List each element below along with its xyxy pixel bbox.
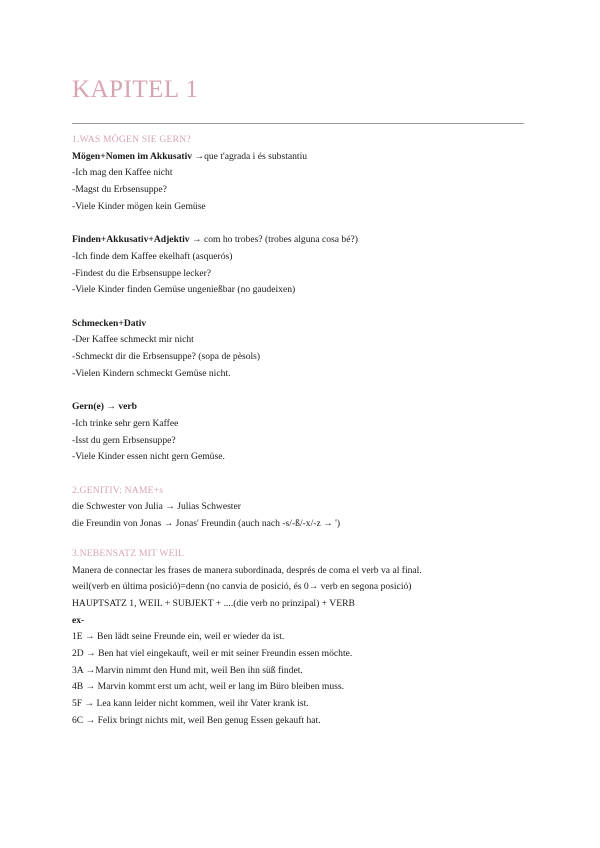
example-line: 2D → Ben hat viel eingekauft, weil er mit seiner Freundin essen möchte. xyxy=(72,648,353,660)
document-body xyxy=(72,132,524,730)
example-line: 1E → Ben lädt seine Freunde ein, weil er wieder da ist. xyxy=(72,631,285,643)
example-line: -Ich trinke sehr gern Kaffee xyxy=(72,417,179,429)
section-title: 1.WAS MÖGEN SIE GERN? xyxy=(72,134,191,145)
examples-label: ex- xyxy=(72,614,85,626)
heading-bold: Schmecken+Dativ xyxy=(72,317,147,329)
example-line: -Viele Kinder finden Gemüse ungenießbar (no gaudeixen) xyxy=(72,284,296,296)
example-line: -Viele Kinder essen nicht gern Gemüse. xyxy=(72,451,225,463)
heading-note: → com ho trobes? (trobes alguna cosa bé?) xyxy=(189,234,358,246)
example-line: die Schwester von Julia → Julias Schwester xyxy=(72,501,241,513)
example-line: die Freundin von Jonas → Jonas' Freundin (auch nach -s/-ß/-x/-z → ') xyxy=(72,518,341,530)
heading-note: →que t'agrada i és substantiu xyxy=(192,150,308,162)
example-line: -Magst du Erbsensuppe? xyxy=(72,184,167,196)
example-line: 5F → Lea kann leider nicht kommen, weil ihr Vater krank ist. xyxy=(72,698,309,710)
example-line: 4B → Marvin kommt erst um acht, weil er lang im Büro bleiben muss. xyxy=(72,681,345,693)
example-line: -Ich mag den Kaffee nicht xyxy=(72,167,173,179)
heading-bold: Mögen+Nomen im Akkusativ xyxy=(72,150,193,162)
block-heading xyxy=(72,149,524,166)
title-divider xyxy=(72,123,524,124)
example-line: 6C → Felix bringt nichts mit, weil Ben genug Essen gekauft hat. xyxy=(72,714,321,726)
example-line: -Vielen Kindern schmeckt Gemüse nicht. xyxy=(72,367,231,379)
section-title: 3.NEBENSATZ MIT WEIL xyxy=(72,547,185,559)
example-line: -Ich finde dem Kaffee ekelhaft (asquerós) xyxy=(72,250,233,262)
explanation-line: Manera de connectar les frases de manera subordinada, després de coma el verb va al final. xyxy=(72,564,422,576)
example-line: -Der Kaffee schmeckt mir nicht xyxy=(72,334,194,346)
example-line: -Schmeckt dir die Erbsensuppe? (sopa de pèsols) xyxy=(72,351,261,363)
section-title: 2.GENITIV: NAME+s xyxy=(72,484,164,496)
block-heading xyxy=(72,399,524,416)
example-line: -Isst du gern Erbsensuppe? xyxy=(72,434,176,446)
explanation-line: weil(verb en última posició)=denn (no canvia de posició, és 0→ verb en segona posició) xyxy=(72,581,412,593)
example-line: 3A →Marvin nimmt den Hund mit, weil Ben ihn süß findet. xyxy=(72,664,303,676)
example-line: -Viele Kinder mögen kein Gemüse xyxy=(72,200,206,212)
rule-line: HAUPTSATZ 1, WEIL + SUBJEKT + ....(die verb no prinzipal) + VERB xyxy=(72,597,355,609)
block-heading xyxy=(72,316,524,333)
chapter-title: KAPITEL 1 xyxy=(72,76,199,103)
heading-bold: Finden+Akkusativ+Adjektiv xyxy=(72,234,190,246)
example-line: -Findest du die Erbsensuppe lecker? xyxy=(72,267,212,279)
block-heading xyxy=(72,232,524,249)
heading-bold: Gern(e) → verb xyxy=(72,401,138,413)
